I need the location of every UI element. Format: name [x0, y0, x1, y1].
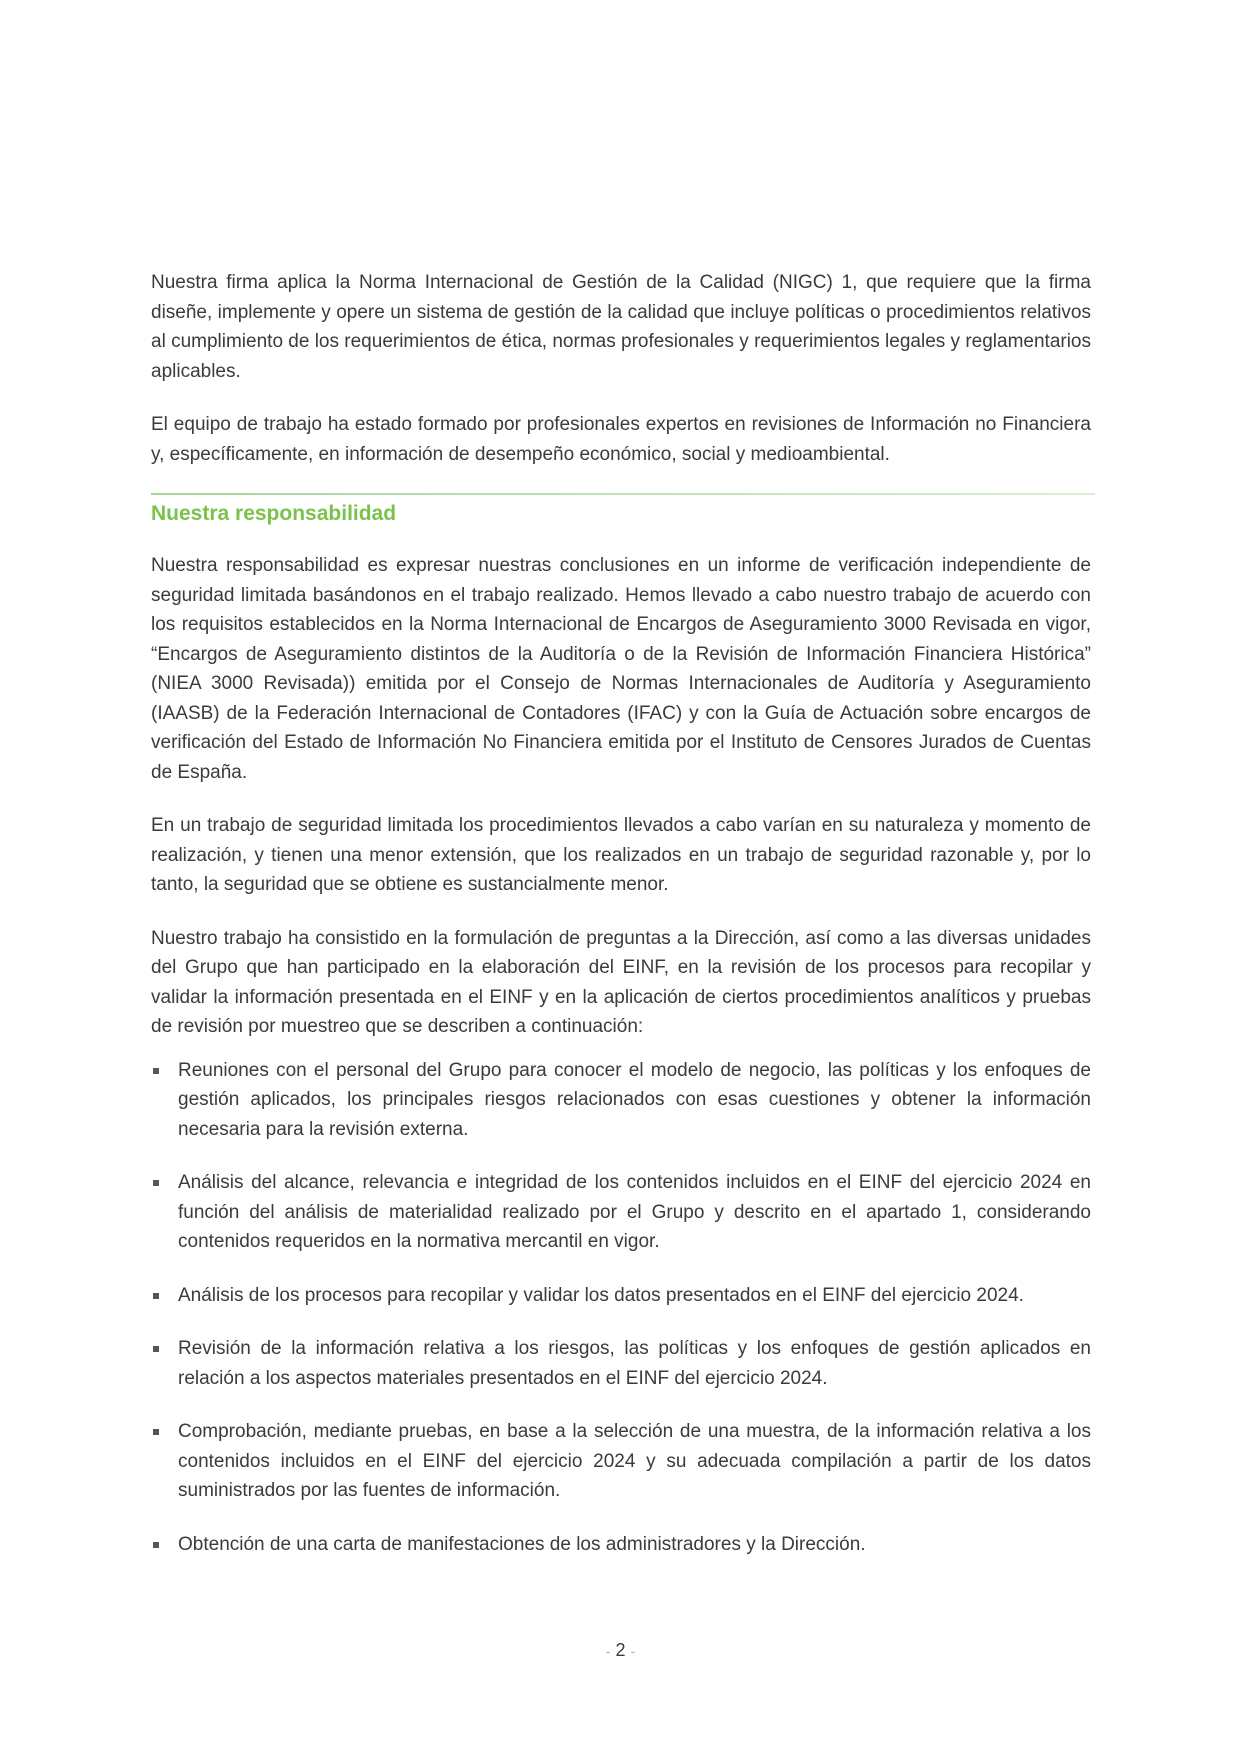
page-number-dash-right: -	[630, 1643, 636, 1659]
procedures-list	[151, 1056, 1091, 1560]
list-item-text: Revisión de la información relativa a los riesgos, las políticas y los enfoques de gestión aplicados en relación a los aspectos materiales presentados en el EINF del ejercicio 2024.	[178, 1338, 1091, 1389]
intro-paragraph-team: El equipo de trabajo ha estado formado por profesionales expertos en revisiones de Información no Financiera y, específicamente, en información de desempeño económico, social y medioambiental.	[151, 414, 1091, 465]
square-bullet-icon	[153, 1542, 159, 1548]
list-item-text: Análisis de los procesos para recopilar y validar los datos presentados en el EINF del ejercicio 2024.	[178, 1284, 1024, 1306]
square-bullet-icon	[153, 1293, 159, 1299]
page-number	[0, 1640, 1241, 1661]
list-item	[151, 1281, 1091, 1311]
page-number-dash-left: -	[605, 1643, 611, 1659]
square-bullet-icon	[153, 1180, 159, 1186]
list-item	[151, 1334, 1091, 1393]
list-item-text: Análisis del alcance, relevancia e integridad de los contenidos incluidos en el EINF del ejercicio 2024 en función del análisis de materialidad realizado por el Grupo y descrito en el apartado 1, considerando contenidos requeridos en la normativa mercantil en vigor.	[178, 1172, 1091, 1252]
list-item	[151, 1530, 1091, 1560]
section-title: Nuestra responsabilidad	[151, 502, 397, 525]
list-item	[151, 1168, 1091, 1257]
square-bullet-icon	[153, 1068, 159, 1074]
page-content	[151, 268, 1091, 1583]
list-item-text: Obtención de una carta de manifestaciones de los administradores y la Dirección.	[178, 1533, 866, 1555]
list-item-text: Reuniones con el personal del Grupo para conocer el modelo de negocio, las políticas y los enfoques de gestión aplicados, los principales riesgos relacionados con esas cuestiones y obtener la información necesaria para la revisión externa.	[178, 1059, 1091, 1140]
list-item	[151, 1417, 1091, 1506]
list-item	[151, 1056, 1091, 1145]
square-bullet-icon	[153, 1346, 159, 1352]
responsibility-paragraph: Nuestra responsabilidad es expresar nuestras conclusiones en un informe de verificación independiente de seguridad limitada basándonos en el trabajo realizado. Hemos llevado a cabo nuestro trabajo de acuerdo con los requisitos establecidos en la Norma Internacional de Encargos de Aseguramiento 3000 Revisada en vigor, “Encargos de Aseguramiento distintos de la Auditoría o de la Revisión de Información Financiera Histórica” (NIEA 3000 Revisada)) emitida por el Consejo de Normas Internacionales de Auditoría y Aseguramiento (IAASB) de la Federación Internacional de Contadores (IFAC) y con la Guía de Actuación sobre encargos de verificación del Estado de Información No Financiera emitida por el Instituto de Censores Jurados de Cuentas de España.	[151, 555, 1091, 783]
section-divider	[151, 493, 1095, 495]
work-description-paragraph: Nuestro trabajo ha consistido en la formulación de preguntas a la Dirección, así como a las diversas unidades del Grupo que han participado en la elaboración del EINF, en la revisión de los procesos para recopilar y validar la información presentada en el EINF y en la aplicación de ciertos procedimientos analíticos y pruebas de revisión por muestreo que se describen a continuación:	[151, 927, 1091, 1037]
intro-paragraph-nigc: Nuestra firma aplica la Norma Internacional de Gestión de la Calidad (NIGC) 1, que requiere que la firma diseñe, implemente y opere un sistema de gestión de la calidad que incluye políticas o procedimientos relativos al cumplimiento de los requerimientos de ética, normas profesionales y requerimientos legales y reglamentarios aplicables.	[151, 272, 1091, 382]
page-number-value: 2	[615, 1640, 626, 1660]
section-heading-block	[151, 493, 1091, 529]
list-item-text: Comprobación, mediante pruebas, en base a la selección de una muestra, de la información relativa a los contenidos incluidos en el EINF del ejercicio 2024 y su adecuada compilación a partir de los datos suministrados por las fuentes de información.	[178, 1421, 1091, 1501]
limited-assurance-paragraph: En un trabajo de seguridad limitada los procedimientos llevados a cabo varían en su naturaleza y momento de realización, y tienen una menor extensión, que los realizados en un trabajo de seguridad razonable y, por lo tanto, la seguridad que se obtiene es sustancialmente menor.	[151, 815, 1091, 895]
square-bullet-icon	[153, 1429, 159, 1435]
